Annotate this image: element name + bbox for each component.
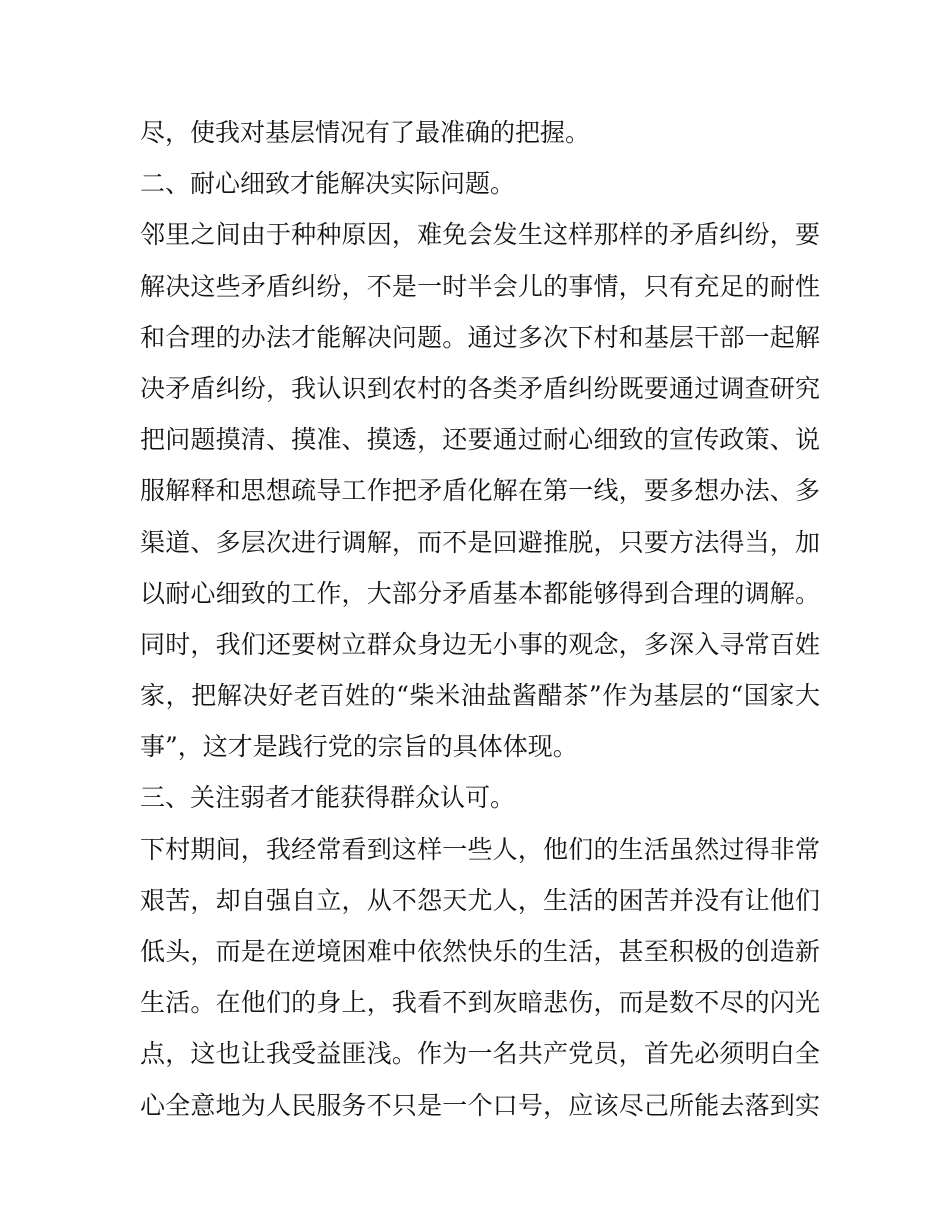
text-line: 渠道、多层次进行调解，而不是回避推脱，只要方法得当，加 [140,527,820,557]
text-line: 服解释和思想疏导工作把矛盾化解在第一线，要多想办法、多 [140,476,820,506]
text-line: 低头，而是在逆境困难中依然快乐的生活，甚至积极的创造新 [140,937,820,966]
body-text [140,107,820,1131]
text-line: 艰苦，却自强自立，从不怨天尤人，生活的困苦并没有让他们 [140,885,820,915]
text-line: 心全意地为人民服务不只是一个口号，应该尽己所能去落到实 [140,1090,820,1120]
text-line: 同时，我们还要树立群众身边无小事的观念，多深入寻常百姓 [140,629,820,659]
text-line: 邻里之间由于种种原因，难免会发生这样那样的矛盾纠纷，要 [140,220,820,250]
text-line: 点，这也让我受益匪浅。作为一名共产党员，首先必须明白全 [140,1039,820,1069]
text-line: 以耐心细致的工作，大部分矛盾基本都能够得到合理的调解。 [140,578,820,608]
text-line: 和合理的办法才能解决问题。通过多次下村和基层干部一起解 [140,322,820,352]
text-line: 把问题摸清、摸准、摸透，还要通过耐心细致的宣传政策、说 [140,425,820,455]
text-line: 决矛盾纠纷，我认识到农村的各类矛盾纠纷既要通过调查研究 [140,373,820,403]
text-line: 解决这些矛盾纠纷，不是一时半会儿的事情，只有充足的耐性 [140,271,820,301]
text-line-paragraph-end: 事”，这才是践行党的宗旨的具体体现。 [140,732,578,762]
text-line: 下村期间，我经常看到这样一些人，他们的生活虽然过得非常 [140,834,820,864]
section-heading-2: 二、耐心细致才能解决实际问题。 [140,169,516,199]
text-line-paragraph-end: 尽，使我对基层情况有了最准确的把握。 [140,118,591,147]
text-line: 生活。在他们的身上，我看不到灰暗悲伤，而是数不尽的闪光 [140,988,820,1018]
section-heading-3: 三、关注弱者才能获得群众认可。 [140,783,516,813]
text-line: 家，把解决好老百姓的“柴米油盐酱醋茶”作为基层的“国家大 [140,681,820,711]
